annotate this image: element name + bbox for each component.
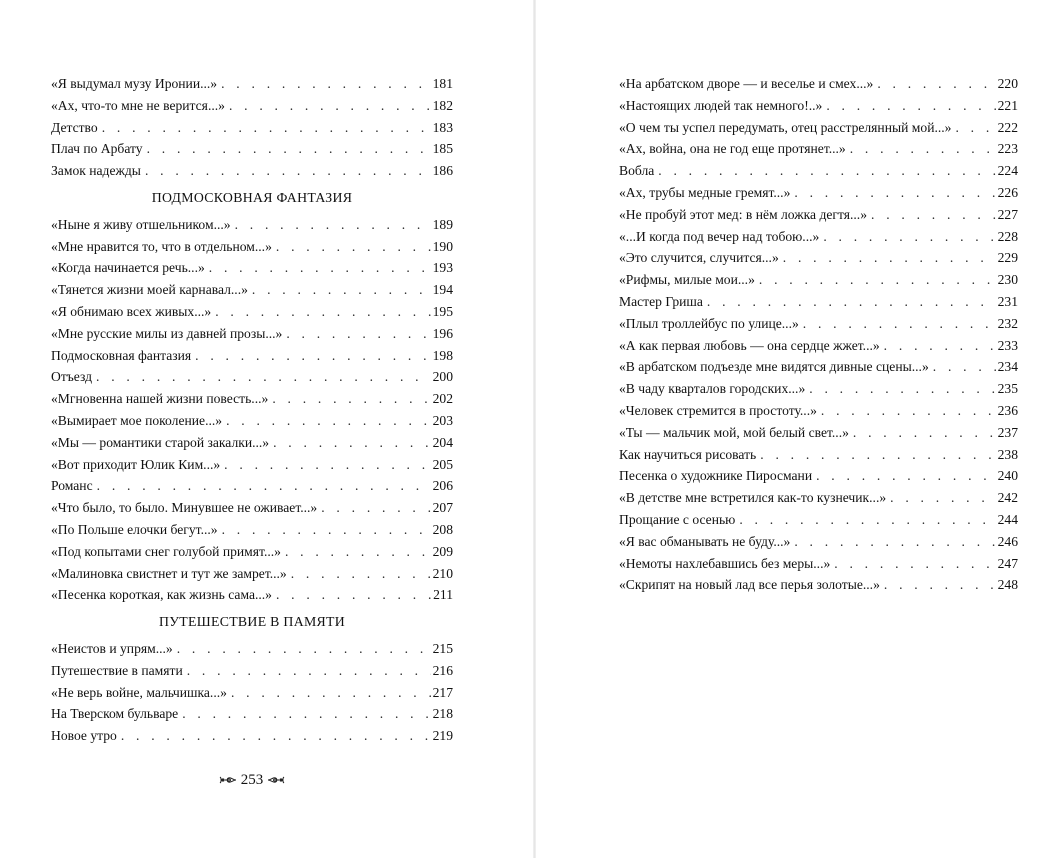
dot-leader [850,138,996,160]
entry-page-number: 231 [997,293,1018,309]
toc-entry [619,487,1018,509]
toc-entry [619,226,1018,248]
entry-title: «Тянется жизни моей карнавал...» [51,282,248,298]
entry-page-number: 237 [997,424,1018,440]
entry-page-number: 227 [997,206,1018,222]
dot-leader [209,257,431,279]
entry-page-number: 200 [432,369,453,385]
dot-leader [871,204,996,226]
entry-title: Плач по Арбату [51,141,143,157]
page-folio [51,768,453,792]
toc-entry [51,410,453,432]
entry-title: «Мне русские милы из давней прозы...» [51,325,283,341]
dot-leader [884,574,996,596]
dot-leader [229,95,431,117]
entry-title: «По Польше елочки бегут...» [51,521,218,537]
entry-title: «Ах, война, она не год еще протянет...» [619,141,846,157]
toc-entry [619,313,1018,335]
dot-leader [759,269,996,291]
entry-page-number: 208 [432,521,453,537]
dot-leader [252,279,431,301]
entry-title: «Рифмы, милые мои...» [619,272,755,288]
entry-page-number: 229 [997,250,1018,266]
toc-entry [619,531,1018,553]
toc-entry [619,95,1018,117]
dot-leader [235,214,431,236]
dot-leader [291,563,431,585]
entry-title: Прощание с осенью [619,511,736,527]
entry-title: «О чем ты успел передумать, отец расстрелянный мой...» [619,119,952,135]
entry-title: Отъезд [51,369,93,385]
fleuron-ornament-icon [219,773,237,787]
entry-page-number: 186 [432,163,453,179]
entry-page-number: 202 [432,391,453,407]
entry-page-number: 233 [997,337,1018,353]
entry-page-number: 190 [432,238,453,254]
dot-leader [955,117,995,139]
dot-leader [276,236,431,258]
entry-page-number: 230 [997,272,1018,288]
entry-title: «В арбатском подъезде мне видятся дивные сцены...» [619,359,929,375]
entry-page-number: 220 [997,76,1018,91]
entry-title: «...И когда под вечер над тобою...» [619,228,820,244]
dot-leader [222,519,431,541]
entry-page-number: 215 [432,640,453,656]
toc-group-2 [51,214,453,606]
dot-leader [195,345,430,367]
toc-entry [51,638,453,660]
section-heading: ПОДМОСКОВНАЯ ФАНТАЗИЯ [151,189,353,205]
dot-leader [286,323,430,345]
dot-leader [285,541,431,563]
dot-leader [823,226,995,248]
entry-title: «Это случится, случится...» [619,250,779,266]
entry-page-number: 193 [432,260,453,276]
entry-title: Песенка о художнике Пиросмани [619,468,813,484]
entry-title: «Малиновка свистнет и тут же замрет...» [51,565,287,581]
dot-leader [276,584,431,606]
page-number: 253 [240,771,264,788]
entry-title: «Человек стремится в простоту...» [619,402,817,418]
toc-entry [619,335,1018,357]
dot-leader [221,73,431,95]
entry-title: Путешествие в памяти [51,662,183,678]
toc-entry [51,563,453,585]
toc-entry [619,117,1018,139]
dot-leader [97,475,431,497]
entry-page-number: 185 [432,141,453,157]
right-page [619,0,1018,858]
dot-leader [803,313,996,335]
entry-title: «Я обнимаю всех живых...» [51,303,212,319]
entry-title: Романс [51,478,93,494]
dot-leader [739,509,995,531]
entry-title: «Ах, трубы медные гремят...» [619,184,791,200]
fleuron-ornament-icon [267,773,285,787]
entry-title: «Я вас обманывать не буду...» [619,533,791,549]
entry-title: Как научиться рисовать [619,446,757,462]
toc-entry [51,703,453,725]
dot-leader [794,531,995,553]
toc-entry [619,553,1018,575]
entry-page-number: 207 [432,500,453,516]
dot-leader [96,366,431,388]
entry-page-number: 204 [432,434,453,450]
dot-leader [215,301,430,323]
dot-leader [826,95,995,117]
entry-title: «Неистов и упрям...» [51,640,173,656]
entry-page-number: 234 [997,359,1018,375]
dot-leader [821,400,996,422]
dot-leader [177,638,431,660]
toc-entry [619,465,1018,487]
toc-group-3 [51,638,453,747]
entry-page-number: 224 [997,163,1018,179]
entry-page-number: 196 [432,325,453,341]
left-page [51,0,453,858]
entry-title: «Немоты нахлебавшись без меры...» [619,555,831,571]
dot-leader [147,138,431,160]
entry-title: «А как первая любовь — она сердце жжет...» [619,337,880,353]
toc-group-1 [51,73,453,182]
entry-page-number: 222 [997,119,1018,135]
entry-page-number: 246 [997,533,1018,549]
entry-title: «Вымирает мое поколение...» [51,412,223,428]
toc-entry [619,378,1018,400]
left-page-contents [51,73,453,747]
toc-entry [619,138,1018,160]
dot-leader [834,553,995,575]
dot-leader [809,378,995,400]
toc-entry [51,117,453,139]
entry-title: «Мгновенна нашей жизни повесть...» [51,391,269,407]
toc-entry [51,519,453,541]
right-page-contents [619,73,1018,596]
entry-page-number: 183 [432,119,453,135]
entry-title: «В чаду кварталов городских...» [619,381,806,397]
dot-leader [224,454,430,476]
dot-leader [182,703,430,725]
dot-leader [272,388,430,410]
entry-title: «Когда начинается речь...» [51,260,205,276]
entry-title: «Я выдумал музу Иронии...» [51,76,218,91]
entry-title: «Мне нравится то, что в отдельном...» [51,238,272,254]
entry-title: «Ныне я живу отшельником...» [51,216,231,232]
dot-leader [890,487,995,509]
toc-entry [51,475,453,497]
toc-entry [51,257,453,279]
toc-entry [51,345,453,367]
toc-entry [619,204,1018,226]
entry-page-number: 236 [997,402,1018,418]
toc-entry [619,574,1018,596]
toc-entry [51,279,453,301]
entry-title: «Плыл троллейбус по улице...» [619,315,799,331]
dot-leader [226,410,431,432]
dot-leader [102,117,431,139]
dot-leader [794,182,995,204]
dot-leader [321,497,430,519]
entry-page-number: 248 [997,577,1018,593]
dot-leader [121,725,431,747]
entry-page-number: 205 [432,456,453,472]
entry-page-number: 247 [997,555,1018,571]
dot-leader [187,660,431,682]
entry-page-number: 242 [997,490,1018,506]
entry-title: «Скрипят на новый лад все перья золотые...» [619,577,880,593]
toc-entry [619,160,1018,182]
toc-entry [51,214,453,236]
entry-page-number: 195 [432,303,453,319]
entry-page-number: 244 [997,511,1018,527]
entry-page-number: 217 [432,684,453,700]
entry-title: «На арбатском дворе — и веселье и смех...» [619,76,874,91]
entry-title: Замок надежды [51,163,141,179]
dot-leader [933,356,996,378]
entry-title: «В детстве мне встретился как-то кузнечик...» [619,490,887,506]
book-gutter [533,0,536,858]
toc-entry [619,356,1018,378]
dot-leader [884,335,996,357]
toc-entry [51,301,453,323]
entry-page-number: 211 [433,587,453,603]
toc-entry [619,422,1018,444]
toc-entry [619,269,1018,291]
toc-entry [619,400,1018,422]
entry-page-number: 216 [432,662,453,678]
section-heading: ПУТЕШЕСТВИЕ В ПАМЯТИ [158,614,346,630]
entry-title: Новое утро [51,728,117,744]
entry-page-number: 235 [997,381,1018,397]
toc-entry [619,73,1018,95]
toc-entry [51,388,453,410]
entry-title: «Вот приходит Юлик Ким...» [51,456,221,472]
toc-entry [51,584,453,606]
dot-leader [658,160,995,182]
toc-entry [619,182,1018,204]
entry-page-number: 240 [997,468,1018,484]
entry-title: Мастер Гриша [619,293,703,309]
toc-entry [51,497,453,519]
toc-entry [51,236,453,258]
entry-page-number: 182 [432,97,453,113]
entry-page-number: 203 [432,412,453,428]
entry-page-number: 219 [432,728,453,744]
toc-entry [51,541,453,563]
entry-title: Вобла [619,163,655,179]
toc-entry [51,725,453,747]
entry-page-number: 181 [432,76,453,91]
entry-title: «Ах, что-то мне не верится...» [51,97,225,113]
toc-entry [51,660,453,682]
entry-page-number: 209 [432,543,453,559]
entry-title: «Песенка короткая, как жизнь сама...» [51,587,272,603]
entry-page-number: 218 [432,706,453,722]
entry-page-number: 238 [997,446,1018,462]
entry-page-number: 210 [432,565,453,581]
toc-entry [51,160,453,182]
toc-entry [51,454,453,476]
dot-leader [877,73,995,95]
entry-title: Детство [51,119,98,135]
entry-page-number: 189 [432,216,453,232]
toc-entry [51,432,453,454]
entry-title: «Что было, то было. Минувшее не оживает...» [51,500,318,516]
dot-leader [145,160,431,182]
entry-page-number: 221 [997,97,1018,113]
toc-entry [51,323,453,345]
toc-entry [619,247,1018,269]
entry-page-number: 228 [997,228,1018,244]
entry-page-number: 194 [432,282,453,298]
dot-leader [707,291,996,313]
entry-title: «Мы — романтики старой закалки...» [51,434,270,450]
dot-leader [760,444,995,466]
dot-leader [783,247,996,269]
toc-entry [51,73,453,95]
toc-entry [51,95,453,117]
entry-page-number: 198 [432,347,453,363]
dot-leader [273,432,431,454]
toc-entry [51,138,453,160]
entry-title: «Под копытами снег голубой примят...» [51,543,281,559]
entry-title: «Не пробуй этот мед: в нём ложка дегтя...» [619,206,868,222]
entry-page-number: 206 [432,478,453,494]
dot-leader [816,465,996,487]
toc-entry [619,291,1018,313]
entry-title: На Тверском бульваре [51,706,179,722]
toc-entry [619,444,1018,466]
toc-entry [51,366,453,388]
entry-page-number: 232 [997,315,1018,331]
dot-leader [853,422,996,444]
entry-page-number: 226 [997,184,1018,200]
toc-entry [619,509,1018,531]
entry-page-number: 223 [997,141,1018,157]
entry-title: Подмосковная фантазия [51,347,192,363]
entry-title: «Настоящих людей так немного!..» [619,97,823,113]
toc-entry [51,682,453,704]
entry-title: «Ты — мальчик мой, мой белый свет...» [619,424,849,440]
entry-title: «Не верь войне, мальчишка...» [51,684,227,700]
dot-leader [231,682,431,704]
